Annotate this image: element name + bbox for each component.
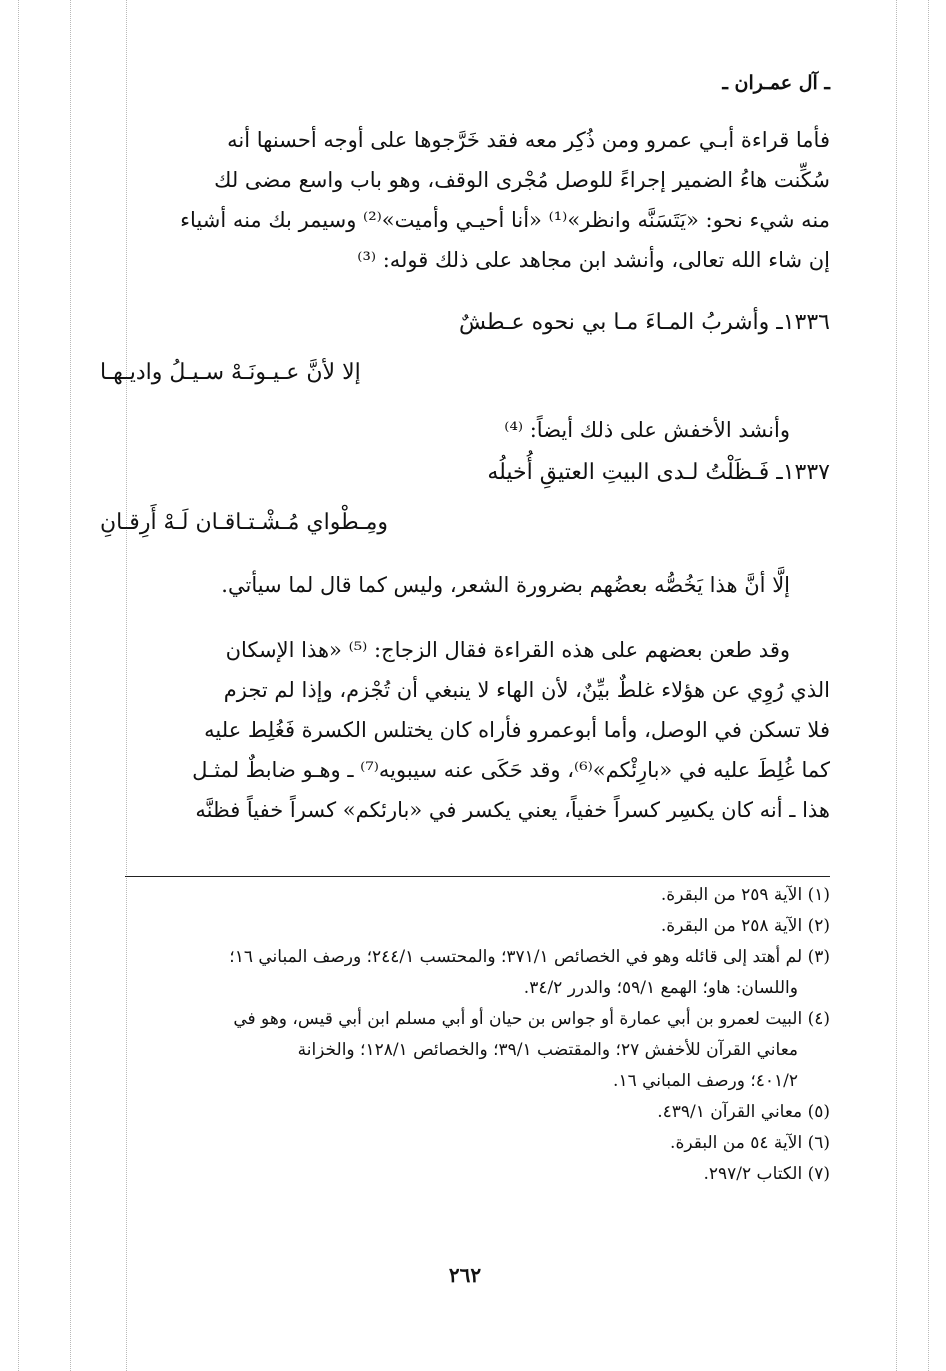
- text-line: الذي رُوِي عن هؤلاء غلطٌ بيِّنٌ، لأن الهاء لا ينبغي أن تُجْزم، وإذا لم تجزم: [223, 678, 830, 702]
- footnote-number: (٤): [807, 1009, 830, 1029]
- text-line: منه شيء نحو: «يَتَسَنَّه وانظر»⁽¹⁾ «أنا أحيـي وأميت»⁽²⁾ وسيمر بك منه أشياء: [180, 208, 830, 232]
- footnote-number: (٧): [807, 1164, 830, 1184]
- footnote-text: الآية ٢٥٩ من البقرة.: [660, 885, 803, 905]
- footnote-text: البيت لعمرو بن أبي عمارة أو جواس بن حيان أو أبي مسلم ابن أبي قيس، وهو في: [233, 1009, 803, 1029]
- text-line: إن شاء الله تعالى، وأنشد ابن مجاهد على ذلك قوله: ⁽³⁾: [357, 248, 830, 272]
- footnote-text: الآية ٢٥٨ من البقرة.: [660, 916, 803, 936]
- footnote-text: لم أهتد إلى قائله وهو في الخصائص ٣٧١/١؛ والمحتسب ٢٤٤/١؛ ورصف المباني ١٦؛: [229, 947, 803, 967]
- text-line: فأما قراءة أبـي عمرو ومن ذُكِر معه فقد خَرَّجوها على أوجه أحسنها أنه: [227, 128, 830, 152]
- footnote-5: [110, 1097, 830, 1128]
- footnote-text: الآية ٥٤ من البقرة.: [670, 1133, 803, 1153]
- verse-1337-first-hemistich: ١٣٣٧ـ فَـظَلْتُ لـدى البيتِ العتيقِ أُخيلُه: [487, 460, 830, 485]
- footnote-1: [110, 880, 830, 911]
- footnotes: [110, 880, 830, 1190]
- scan-guide-line: [70, 0, 71, 1371]
- running-header: ـ آل عمـران ـ: [722, 72, 830, 94]
- footnote-2: [110, 911, 830, 942]
- footnote-number: (١): [807, 885, 830, 905]
- verse-intro: [100, 410, 830, 450]
- footnote-text: ٤٠١/٢؛ ورصف المباني ١٦.: [613, 1071, 798, 1091]
- footnote-6: [110, 1128, 830, 1159]
- footnote-text: الكتاب ٢٩٧/٢.: [703, 1164, 803, 1184]
- footnote-number: (٢): [807, 916, 830, 936]
- scan-guide-line: [928, 0, 929, 1371]
- text-line: وأنشد الأخفش على ذلك أيضاً: ⁽⁴⁾: [504, 418, 790, 442]
- footnote-number: (٣): [807, 947, 830, 967]
- text-line: سُكِّنت هاءُ الضمير إجراءً للوصل مُجْرى الوقف، وهو باب واسع مضى لك: [214, 168, 830, 192]
- text-line: فلا تسكن في الوصل، وأما أبوعمرو فأراه كان يختلس الكسرة فَغُلِط عليه: [204, 718, 830, 742]
- footnote-number: (٥): [807, 1102, 830, 1122]
- scan-guide-line: [18, 0, 19, 1371]
- remark-paragraph: [100, 565, 830, 605]
- paragraph-2: [100, 630, 830, 830]
- footnote-text: معاني القرآن للأخفش ٢٧؛ والمقتضب ٣٩/١؛ والخصائص ١٢٨/١؛ والخزانة: [297, 1040, 798, 1060]
- text-line: إلَّا أنَّ هذا يَخُصُّه بعضُهم بضرورة الشعر، وليس كما قال لما سيأتي.: [221, 573, 790, 597]
- verse-1336-first-hemistich: ١٣٣٦ـ وأشربُ المـاءَ مـا بي نحوه عـطشٌ: [459, 310, 830, 335]
- footnote-number: (٦): [807, 1133, 830, 1153]
- scan-guide-line: [896, 0, 897, 1371]
- book-page: [100, 60, 830, 1350]
- footnote-4: [110, 1004, 830, 1035]
- footnote-separator: [125, 876, 830, 877]
- page-number: ٢٦٢: [448, 1263, 482, 1287]
- footnote-3: [110, 942, 830, 973]
- text-line: كما غُلِطَ عليه في «بارِئْكم»⁽⁶⁾، وقد حَكَى عنه سيبويه⁽⁷⁾ ـ وهـو ضابطٌ لمثـل: [192, 758, 830, 782]
- paragraph-1: [100, 120, 830, 280]
- footnote-7: [110, 1159, 830, 1190]
- verse-1336-second-hemistich: إلا لأنَّ عـيـونَـهْ سـيـلُ واديـهـا: [100, 360, 361, 385]
- footnote-text: معاني القرآن ٤٣٩/١.: [657, 1102, 803, 1122]
- text-line: هذا ـ أنه كان يكسِر كسراً خفياً، يعني يكسر في «بارئكم» كسراً خفياً فظنَّه: [195, 798, 830, 822]
- text-line: وقد طعن بعضهم على هذه القراءة فقال الزجاج: ⁽⁵⁾ «هذا الإسكان: [225, 638, 790, 662]
- verse-1337-second-hemistich: ومِـطْواي مُـشْـتـاقـان لَـهْ أَرِقـانِ: [100, 510, 388, 535]
- footnote-text: واللسان: هاو؛ الهمع ٥٩/١؛ والدرر ٣٤/٢.: [523, 978, 798, 998]
